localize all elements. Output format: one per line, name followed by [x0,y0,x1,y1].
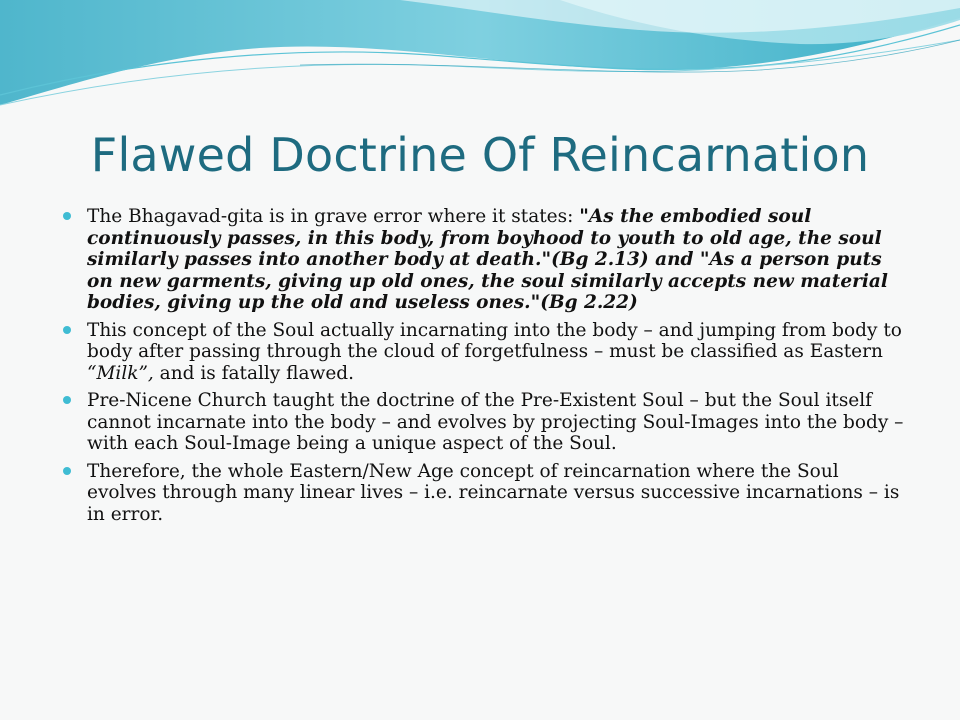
bullet-dot-icon [63,467,71,475]
bullet-text: Pre-Nicene Church taught the doctrine of the Pre-Existent Soul – but the Soul itself cannot incarnate into the body – and evolves by projecting Soul-Images into the body – with each Soul-Image being a unique aspect of the Soul. [87,390,904,454]
wave-banner [0,0,960,120]
bullet-text-pre: This concept of the Soul actually incarnating into the body – and jumping from body to body after passing through the cloud of forgetfulness – must be classified as Eastern [87,319,902,362]
bullet-lead-text: The Bhagavad-gita is in grave error where it states: [87,206,580,227]
bullet-quote-text: "As the embodied soul continuously passes, in this body, from boyhood to youth to old age, the soul similarly passes into another body at death."(Bg 2.13) and "As a person puts on new garments, giving up old ones, the soul similarly accepts new material bodies, giving up the old and useless ones."(Bg 2.22) [87,206,888,313]
bullet-dot-icon [63,326,71,334]
bullet-text: Therefore, the whole Eastern/New Age concept of reincarnation where the Soul evolves through many linear lives – i.e. reincarnate versus successive incarnations – is in error. [87,460,900,525]
bullet-text-milk: “Milk”, [87,362,154,384]
bullet-soul-incarnation [62,320,912,385]
bullet-pre-nicene [62,390,912,455]
bullet-bhagavad-gita [62,206,912,314]
bullet-dot-icon [63,396,71,404]
slide-title: Flawed Doctrine Of Reincarnation [90,128,870,182]
bullet-text-post: and is fatally flawed. [153,362,355,384]
bullet-list [62,206,912,531]
bullet-dot-icon [63,212,71,220]
bullet-conclusion [62,461,912,526]
